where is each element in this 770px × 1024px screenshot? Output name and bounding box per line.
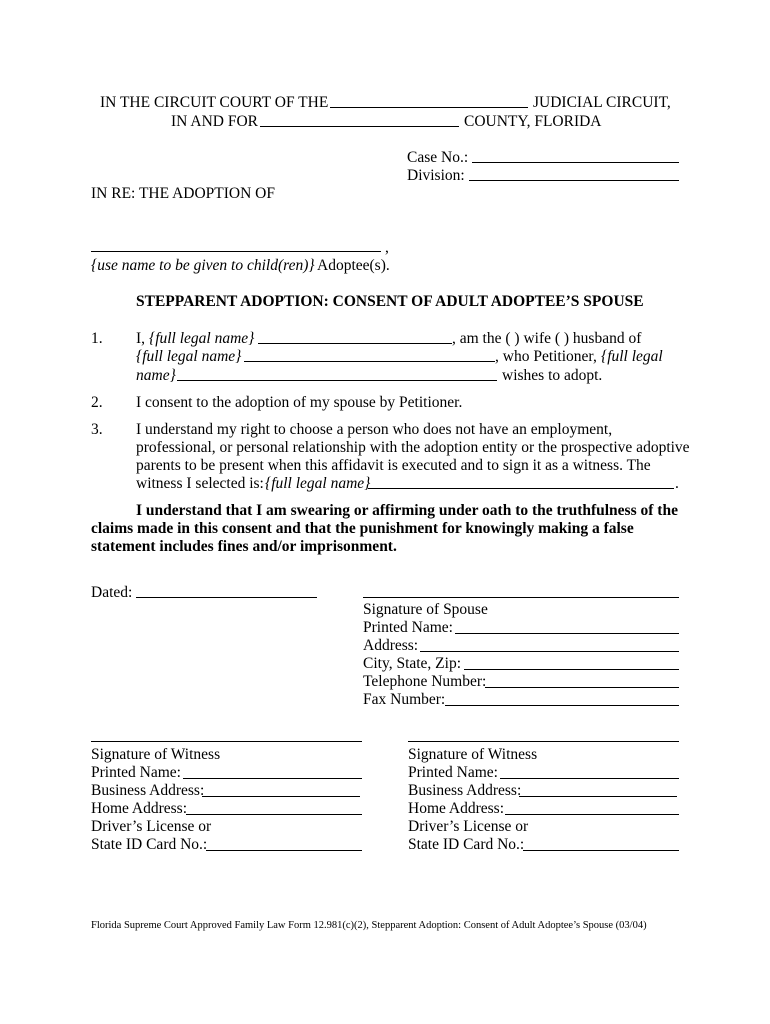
witness-right-business-field[interactable]: [519, 796, 677, 797]
form-footer: Florida Supreme Court Approved Family Law Form 12.981(c)(2), Stepparent Adoption: Consent of Adult Adoptee’s Spouse (03/04): [91, 920, 647, 931]
witness-left-signature-label: Signature of Witness: [91, 746, 221, 763]
spouse-telephone-label: Telephone Number:: [363, 673, 487, 690]
dated-label: Dated:: [91, 584, 133, 601]
witness-left-printed-field[interactable]: [183, 778, 362, 779]
oath-line-2: claims made in this consent and that the punishment for knowingly making a false: [91, 520, 634, 537]
case-number-field[interactable]: [472, 162, 679, 163]
item-1-instruction-f: {full legal: [601, 348, 663, 365]
witness-right-printed-field[interactable]: [500, 778, 679, 779]
adoptee-suffix: Adoptee(s).: [317, 257, 390, 274]
court-line-1-prefix: IN THE CIRCUIT COURT OF THE: [100, 94, 329, 111]
spouse-address-field[interactable]: [420, 651, 679, 652]
witness-right-signature-line[interactable]: [408, 741, 679, 742]
case-number-label: Case No.:: [407, 149, 469, 166]
spouse-city-label: City, State, Zip:: [363, 655, 462, 672]
oath-line-1: I understand that I am swearing or affirming under oath to the truthfulness of the: [136, 502, 678, 519]
spouse-telephone-field[interactable]: [485, 687, 679, 688]
item-1-instruction-g: name}: [136, 367, 176, 384]
court-line-2-suffix: COUNTY, FLORIDA: [464, 113, 602, 130]
witness-left-printed-label: Printed Name:: [91, 764, 181, 781]
witness-left-business-label: Business Address:: [91, 782, 205, 799]
item-3-line-1: I understand my right to choose a person who does not have an employment,: [136, 421, 613, 438]
item-3-period: .: [675, 475, 679, 492]
item-1-number: 1.: [91, 330, 103, 347]
witness-right-business-label: Business Address:: [408, 782, 522, 799]
item-3-line-2: professional, or personal relationship with the adoption entity or the prospective adoptive: [136, 439, 690, 456]
item-3-line-4: witness I selected is:: [136, 475, 264, 492]
county-field[interactable]: [260, 126, 459, 127]
spouse-signature-line[interactable]: [363, 597, 679, 598]
spouse-fax-field[interactable]: [445, 705, 679, 706]
adult-adoptee-name-field[interactable]: [244, 361, 495, 362]
item-1-text-h: wishes to adopt.: [502, 367, 603, 384]
witness-right-license-label: Driver’s License or: [408, 818, 529, 835]
adoptee-instruction: {use name to be given to child(ren)}: [91, 257, 315, 274]
spouse-city-field[interactable]: [464, 669, 679, 670]
item-1-text-a: I,: [136, 330, 146, 347]
court-line-1-suffix: JUDICIAL CIRCUIT,: [533, 94, 671, 111]
in-re-heading: IN RE: THE ADOPTION OF: [91, 185, 275, 202]
item-1-text-e: , who Petitioner,: [495, 348, 597, 365]
spouse-address-label: Address:: [363, 637, 419, 654]
spouse-fax-label: Fax Number:: [363, 691, 446, 708]
witness-left-license-label: Driver’s License or: [91, 818, 212, 835]
item-1-instruction-d: {full legal name}: [136, 348, 242, 365]
witness-left-state-id-label: State ID Card No.:: [91, 836, 208, 853]
item-3-instruction: {full legal name}: [265, 475, 371, 492]
division-field[interactable]: [469, 180, 679, 181]
dated-field[interactable]: [136, 597, 317, 598]
witness-left-home-label: Home Address:: [91, 800, 188, 817]
witness-left-business-field[interactable]: [202, 796, 360, 797]
circuit-number-field[interactable]: [330, 107, 528, 108]
form-title: STEPPARENT ADOPTION: CONSENT OF ADULT ADOPTEE’S SPOUSE: [136, 293, 644, 310]
item-1-text-c: , am the ( ) wife ( ) husband of: [452, 330, 642, 347]
witness-right-state-id-label: State ID Card No.:: [408, 836, 525, 853]
spouse-name-field[interactable]: [258, 343, 452, 344]
spouse-signature-label: Signature of Spouse: [363, 601, 488, 618]
oath-line-3: statement includes fines and/or imprisonment.: [91, 538, 397, 555]
witness-left-state-id-field[interactable]: [206, 850, 362, 851]
witness-right-home-label: Home Address:: [408, 800, 505, 817]
adoptee-comma: ,: [385, 239, 389, 256]
item-3-line-3: parents to be present when this affidavit is executed and to sign it as a witness. The: [136, 457, 651, 474]
witness-right-signature-label: Signature of Witness: [408, 746, 538, 763]
witness-left-home-field[interactable]: [186, 814, 362, 815]
adoptee-name-field[interactable]: [91, 251, 381, 252]
witness-left-signature-line[interactable]: [91, 741, 362, 742]
witness-selected-field[interactable]: [368, 488, 674, 489]
witness-right-state-id-field[interactable]: [523, 850, 679, 851]
spouse-printed-name-label: Printed Name:: [363, 619, 453, 636]
witness-right-home-field[interactable]: [505, 814, 679, 815]
item-3-number: 3.: [91, 421, 103, 438]
item-2-number: 2.: [91, 394, 103, 411]
item-2-text: I consent to the adoption of my spouse by Petitioner.: [136, 394, 463, 411]
division-label: Division:: [407, 167, 465, 184]
petitioner-name-field[interactable]: [177, 380, 497, 381]
spouse-printed-name-field[interactable]: [455, 633, 679, 634]
witness-right-printed-label: Printed Name:: [408, 764, 498, 781]
item-1-instruction-b: {full legal name}: [149, 330, 255, 347]
court-line-2-prefix: IN AND FOR: [171, 113, 258, 130]
